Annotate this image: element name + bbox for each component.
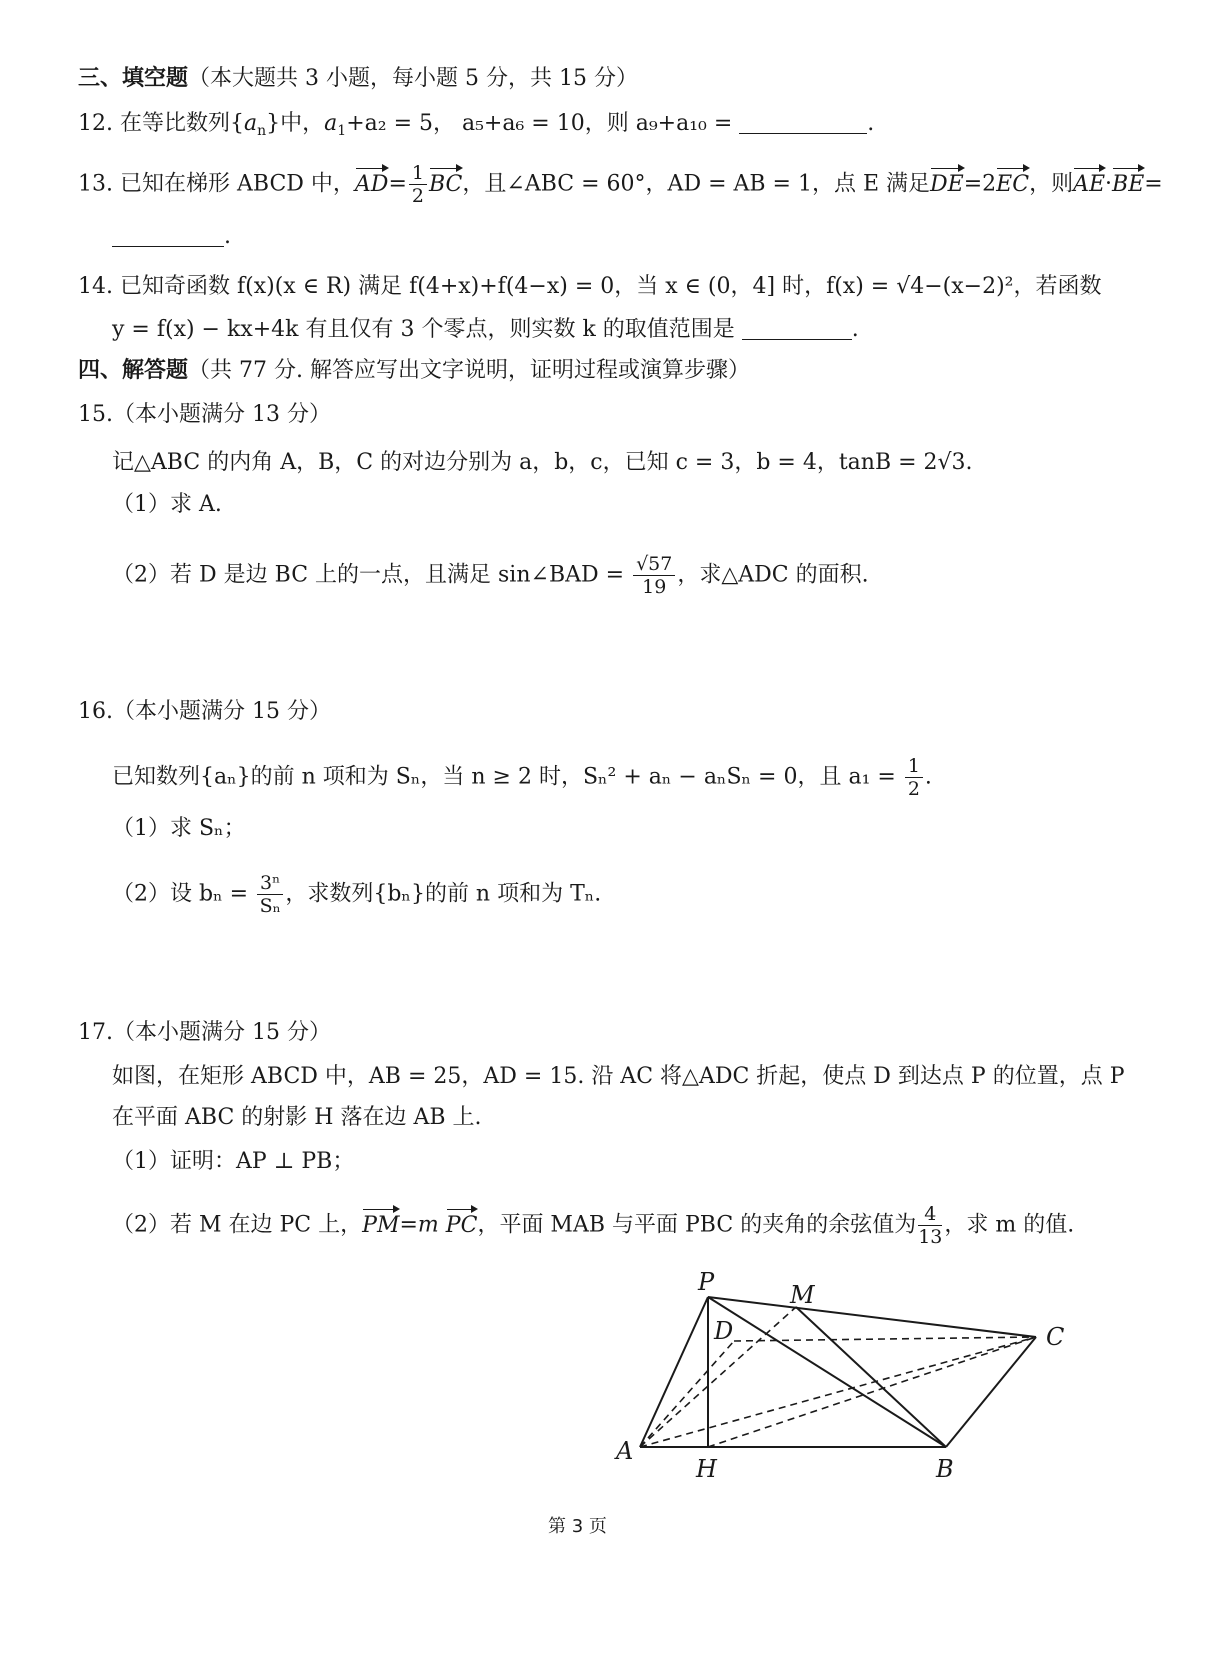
label-D: D bbox=[714, 1317, 734, 1345]
q16-fraction bbox=[905, 755, 923, 800]
label-H: H bbox=[696, 1455, 717, 1483]
q16-p2-frac-num: 3ⁿ bbox=[257, 872, 283, 895]
q15-part-1: （1）求 A. bbox=[112, 492, 222, 517]
section-4-note: （共 77 分. 解答应写出文字说明，证明过程或演算步骤） bbox=[188, 358, 750, 383]
q17-fraction bbox=[918, 1203, 942, 1248]
q16-stem-text: 已知数列{aₙ}的前 n 项和为 Sₙ，当 n ≥ 2 时，Sₙ² + aₙ − aₙSₙ = 0，且 a₁ = bbox=[112, 764, 896, 790]
edge-AC bbox=[640, 1337, 1036, 1447]
q16-frac-num: 1 bbox=[905, 755, 923, 778]
edge-HC bbox=[708, 1337, 1036, 1447]
q16-stem bbox=[112, 755, 932, 800]
question-14-line-2: y = f(x) − kx+4k 有且仅有 3 个零点，则实数 k 的取值范围是 . bbox=[112, 317, 859, 342]
q16-frac-den: 2 bbox=[907, 778, 920, 800]
q15-part-2 bbox=[112, 553, 869, 598]
q13-answer-blank[interactable] bbox=[112, 224, 224, 247]
q17-part-1: （1）证明：AP ⊥ PB； bbox=[112, 1149, 355, 1174]
q17-stem-2: 在平面 ABC 的射影 H 落在边 AB 上. bbox=[112, 1105, 482, 1130]
q17-frac-den: 13 bbox=[918, 1226, 943, 1248]
label-P: P bbox=[698, 1268, 715, 1296]
q14-number: 14. bbox=[78, 274, 113, 299]
figure-dashed-lines bbox=[640, 1307, 1036, 1447]
q17-header: 17.（本小题满分 15 分） bbox=[78, 1020, 331, 1045]
q16-p2-frac-den: Sₙ bbox=[259, 895, 281, 917]
q16-part-2 bbox=[112, 872, 601, 917]
q14-line1: 已知奇函数 f(x)(x ∈ R) 满足 f(4+x)+f(4−x) = 0，当 x ∈ (0，4] 时，f(x) = √4−(x−2)²，若函数 bbox=[120, 274, 1102, 299]
q16-stem-end: . bbox=[924, 764, 932, 790]
q13-number: 13. bbox=[78, 171, 113, 197]
section-4-title: 四、解答题 bbox=[78, 358, 189, 383]
q16-p2-text-b: ，求数列{bₙ}的前 n 项和为 Tₙ. bbox=[285, 881, 602, 907]
q12-answer-blank[interactable] bbox=[739, 111, 867, 134]
label-C: C bbox=[1046, 1323, 1065, 1351]
question-12: 12. 在等比数列$\{a_n\}$中，$a_1+a_2 = 5$， a₅+a₆ = 10，则 a₉+a₁₀ = . bbox=[78, 111, 875, 139]
q16-header: 16.（本小题满分 15 分） bbox=[78, 699, 331, 724]
edge-AD bbox=[640, 1341, 734, 1447]
q15-stem: 记△ABC 的内角 A，B，C 的对边分别为 a，b，c，已知 c = 3，b = 4，tanB = 2√3. bbox=[112, 450, 973, 475]
q13-text-c: ，则 bbox=[1029, 171, 1074, 197]
edge-DC bbox=[734, 1337, 1036, 1341]
q15-p2-text-a: （2）若 D 是边 BC 上的一点，且满足 sin∠BAD = bbox=[112, 562, 625, 588]
label-M: M bbox=[790, 1281, 815, 1309]
q14-answer-blank[interactable] bbox=[742, 317, 852, 340]
section-3-note: （本大题共 3 小题，每小题 5 分，共 15 分） bbox=[188, 66, 638, 91]
q15-header: 15.（本小题满分 13 分） bbox=[78, 402, 331, 427]
q15-fraction bbox=[633, 553, 675, 598]
q12-text-a: 在等比数列{ bbox=[120, 111, 244, 136]
page-number: 第 3 页 bbox=[548, 1516, 607, 1537]
label-B: B bbox=[936, 1455, 954, 1483]
question-13: 13. 已知在梯形 ABCD 中，AD= $\frac{1}{2}$ BC，且∠ABC = 60°，AD = AB = 1，点 E 满足DE=2EC，则AE·BE= bbox=[78, 162, 1163, 207]
q12-cond2: a₅+a₆ = 10，则 a₉+a₁₀ = bbox=[462, 111, 733, 136]
geometry-figure bbox=[600, 1265, 1100, 1505]
section-3-title: 三、填空题 bbox=[78, 66, 189, 91]
q13-fraction: $\frac{1}{2}$ bbox=[409, 162, 427, 207]
q14-line2: y = f(x) − kx+4k 有且仅有 3 个零点，则实数 k 的取值范围是 bbox=[112, 317, 735, 342]
section-3-heading bbox=[78, 64, 638, 94]
q17-p2-text-b: ，平面 MAB 与平面 PBC 的夹角的余弦值为 bbox=[477, 1212, 917, 1238]
q17-p2-text-c: ，求 m 的值. bbox=[944, 1212, 1075, 1238]
q15-frac-den: 19 bbox=[642, 576, 667, 598]
q16-p2-text-a: （2）设 bₙ = bbox=[112, 881, 249, 907]
edge-BC bbox=[946, 1337, 1036, 1447]
q12-text-b: }中， bbox=[266, 111, 325, 136]
q16-part-1: （1）求 Sₙ； bbox=[112, 816, 246, 841]
q17-stem-1: 如图，在矩形 ABCD 中，AB = 25，AD = 15. 沿 AC 将△ADC 折起，使点 D 到达点 P 的位置，点 P bbox=[112, 1064, 1125, 1089]
q15-frac-num: √57 bbox=[633, 553, 675, 576]
section-4-heading bbox=[78, 356, 750, 386]
q17-frac-num: 4 bbox=[918, 1203, 942, 1226]
q13-answer-line: . bbox=[112, 222, 231, 252]
q12-cond1: +a₂ = 5， bbox=[346, 111, 455, 136]
q17-part-2: （2）若 M 在边 PC 上，PM=m PC，平面 MAB 与平面 PBC 的夹角的余弦值为 $\frac{4}{13}$ ，求 m 的值. bbox=[112, 1203, 1075, 1248]
edge-PC bbox=[708, 1297, 1036, 1337]
label-A: A bbox=[616, 1437, 634, 1465]
question-14-line-1 bbox=[78, 272, 1101, 302]
edge-MB bbox=[796, 1307, 946, 1447]
q12-number: 12. bbox=[78, 111, 113, 136]
q16-p2-fraction bbox=[257, 872, 283, 917]
q17-p2-text-a: （2）若 M 在边 PC 上， bbox=[112, 1212, 363, 1238]
edge-AP bbox=[640, 1297, 708, 1447]
q13-text-b: ，且∠ABC = 60°，AD = AB = 1，点 E 满足 bbox=[462, 171, 931, 197]
q15-p2-text-b: ，求△ADC 的面积. bbox=[677, 562, 869, 588]
figure-solid-lines bbox=[640, 1297, 1036, 1447]
q13-text-a: 已知在梯形 ABCD 中， bbox=[120, 171, 355, 197]
